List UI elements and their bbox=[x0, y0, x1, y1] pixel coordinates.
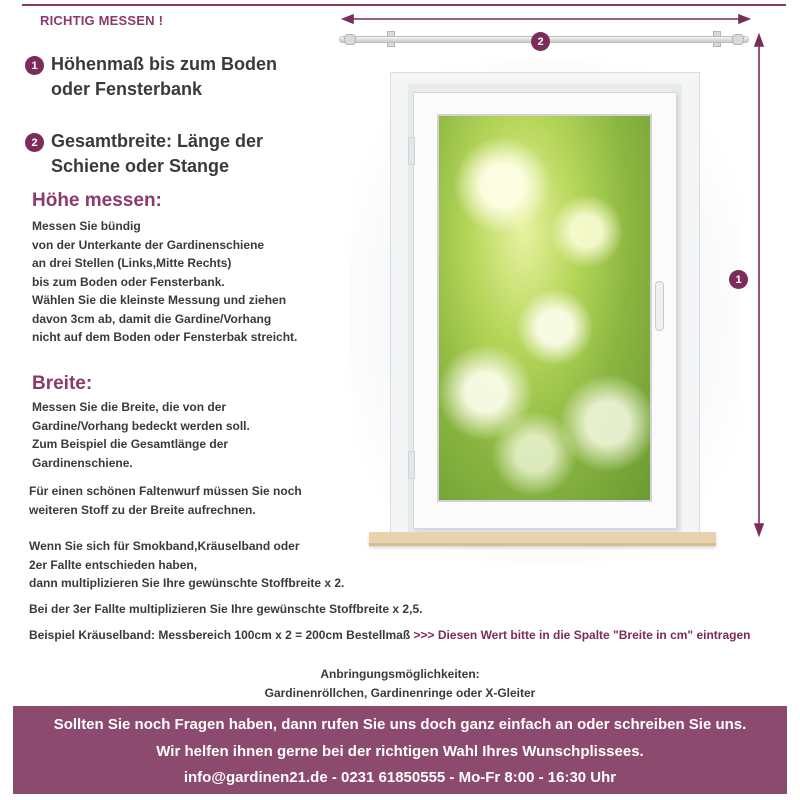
contact-footer bbox=[13, 706, 787, 794]
hoehe-line: nicht auf dem Boden oder Fensterbak streicht. bbox=[32, 330, 298, 344]
section-title-breite: Breite: bbox=[32, 373, 93, 394]
faltenwurf-line: weiteren Stoff zu der Breite aufrechnen. bbox=[29, 502, 256, 517]
anbringung-options: Gardinenröllchen, Gardinenringe oder X-Gleiter bbox=[264, 686, 536, 700]
smokband-line: dann multiplizieren Sie Ihre gewünschte Stoffbreite x 2. bbox=[29, 576, 345, 590]
breite-line: Gardine/Vorhang bedeckt werden soll. bbox=[32, 418, 250, 433]
footer-line-1: Sollten Sie noch Fragen haben, dann rufen Sie uns doch ganz einfach an oder schreiben Sie uns. bbox=[53, 716, 747, 733]
diagram-marker-width: 2 bbox=[531, 32, 550, 51]
breite-line: Zum Beispiel die Gesamtlänge der bbox=[32, 437, 229, 451]
width-arrow-head-right bbox=[739, 15, 749, 23]
legend-height-line-2: oder Fensterbank bbox=[51, 79, 203, 99]
page-title: RICHTIG MESSEN ! bbox=[40, 13, 164, 28]
hoehe-line: von der Unterkante der Gardinenschiene bbox=[32, 237, 265, 252]
legend-marker-2: 2 bbox=[25, 133, 44, 152]
beispiel-hint: >>> Diesen Wert bitte in die Spalte "Breite in cm" eintragen bbox=[413, 628, 751, 642]
legend-height-line-1: Höhenmaß bis zum Boden bbox=[51, 54, 278, 74]
legend-width-line-2: Schiene oder Stange bbox=[51, 156, 230, 176]
breite-line: Messen Sie die Breite, die von der bbox=[32, 400, 227, 414]
fallte3-text: Bei der 3er Fallte multiplizieren Sie Ihre gewünschte Stoffbreite x 2,5. bbox=[29, 602, 423, 616]
height-arrow-head-bottom bbox=[755, 524, 763, 535]
footer-contact: info@gardinen21.de - 0231 61850555 - Mo-Fr 8:00 - 16:30 Uhr bbox=[183, 769, 617, 786]
legend-width-line-1: Gesamtbreite: Länge der bbox=[51, 131, 264, 151]
hoehe-line: davon 3cm ab, damit die Gardine/Vorhang bbox=[32, 311, 272, 326]
faltenwurf-line: Für einen schönen Faltenwurf müssen Sie noch bbox=[29, 484, 302, 498]
hoehe-line: an drei Stellen (Links,Mitte Rechts) bbox=[32, 256, 232, 270]
smokband-line: Wenn Sie sich für Smokband,Kräuselband oder bbox=[29, 539, 300, 553]
footer-line-2: Wir helfen ihnen gerne bei der richtigen Wahl Ihres Wunschplissees. bbox=[156, 743, 644, 760]
section-title-hoehe: Höhe messen: bbox=[32, 190, 162, 211]
beispiel-label: Beispiel Kräuselband: Messbereich 100cm x 2 = 200cm Bestellmaß bbox=[29, 628, 411, 642]
smokband-line: 2er Fallte entschieden haben, bbox=[29, 557, 198, 572]
hoehe-line: bis zum Boden oder Fensterbank. bbox=[32, 274, 225, 289]
width-arrow-head-left bbox=[343, 15, 353, 23]
height-arrow-head-top bbox=[755, 35, 763, 46]
legend-marker-1: 1 bbox=[25, 56, 44, 75]
diagram-marker-height: 1 bbox=[729, 270, 748, 289]
hoehe-line: Messen Sie bündig bbox=[32, 219, 141, 233]
anbringung-title: Anbringungsmöglichkeiten: bbox=[320, 667, 480, 681]
breite-line: Gardinenschiene. bbox=[32, 455, 133, 470]
hoehe-line: Wählen Sie die kleinste Messung und ziehen bbox=[32, 293, 287, 307]
